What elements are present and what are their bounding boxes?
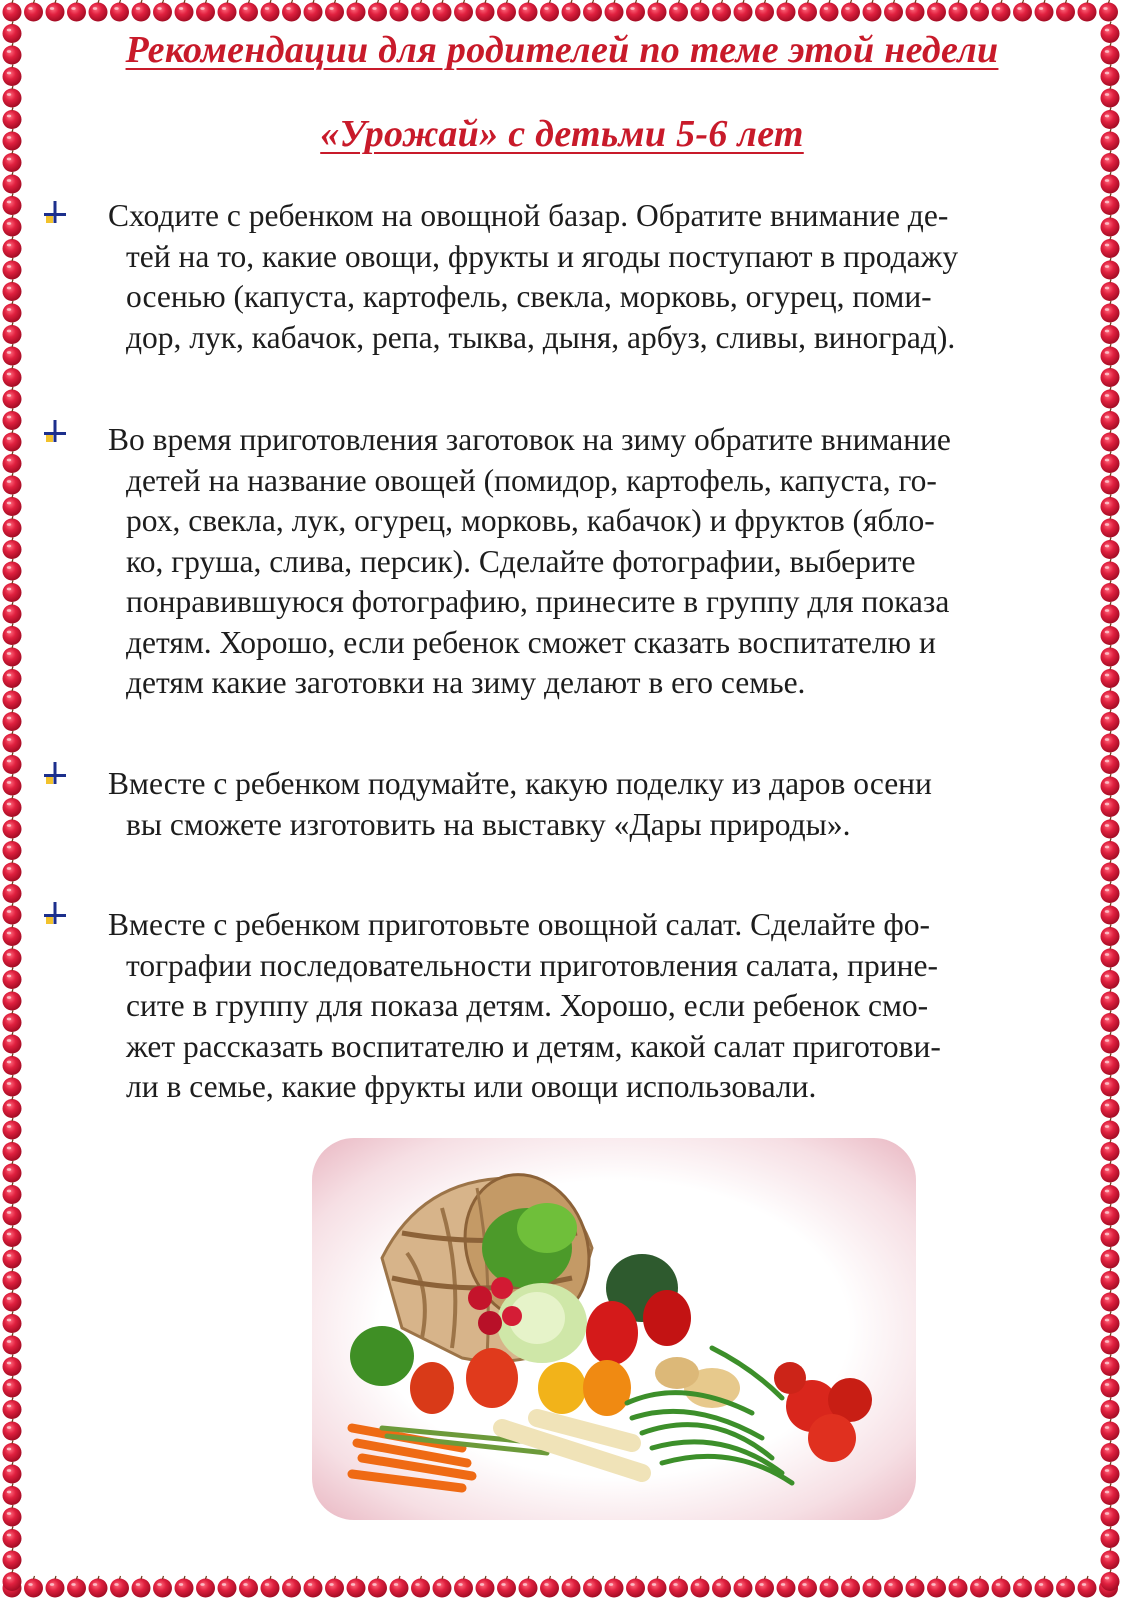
bullet-marker-icon [44, 762, 66, 788]
paragraph-2 [108, 420, 1068, 704]
vegetable-basket-photo [312, 1138, 916, 1520]
paragraph-4 [108, 905, 1068, 1108]
paragraph-line: осенью (капуста, картофель, свекла, морковь, огурец, поми- [126, 279, 932, 314]
paragraph-line: дор, лук, кабачок, репа, тыква, дыня, арбуз, сливы, виноград). [126, 319, 956, 355]
paragraph-line: понравившуюся фотографию, принесите в группу для показа [126, 584, 950, 619]
paragraph-line: сите в группу для показа детям. Хорошо, если ребенок смо- [126, 988, 929, 1023]
paragraph-line: тей на то, какие овощи, фрукты и ягоды поступают в продажу [126, 238, 959, 274]
paragraph-line: Вместе с ребенком подумайте, какую поделку из даров осени [108, 766, 932, 801]
paragraph-line: детей на название овощей (помидор, картофель, капуста, го- [126, 462, 937, 498]
paragraph-line: детям какие заготовки на зиму делают в его семье. [126, 665, 806, 700]
green-pepper-icon [350, 1326, 414, 1386]
paragraph-line: вы сможете изготовить на выставку «Дары природы». [126, 806, 851, 842]
paragraph-3 [108, 764, 1068, 845]
paragraph-line: детям. Хорошо, если ребенок сможет сказать воспитателю и [126, 624, 936, 660]
tomato-icon [774, 1362, 872, 1462]
paragraph-line: жет рассказать воспитателю и детям, какой салат приготови- [126, 1028, 941, 1064]
bullet-marker-icon [44, 420, 66, 446]
bullet-marker-icon [44, 902, 66, 928]
page-title: Рекомендации для родителей по теме этой недели [125, 29, 999, 71]
vegetable-basket-illustration [312, 1138, 916, 1520]
paragraph-line: Во время приготовления заготовок на зиму обратите внимание [108, 422, 951, 457]
bullet-marker-icon [44, 201, 66, 227]
page-subtitle: «Урожай» с детьми 5-6 лет [320, 113, 804, 155]
paragraph-line: ли в семье, какие фрукты или овощи использовали. [126, 1069, 817, 1104]
paragraph-line: рох, свекла, лук, огурец, морковь, кабачок) и фруктов (ябло- [126, 503, 935, 538]
paragraph-line: ко, груша, слива, персик). Сделайте фотографии, выберите [126, 543, 916, 579]
parsnip-icon [502, 1418, 642, 1473]
yellow-pepper-icon [538, 1360, 631, 1416]
paragraph-1 [108, 196, 1068, 358]
paragraph-line: Сходите с ребенком на овощной базар. Обратите внимание де- [108, 198, 949, 233]
paragraph-line: тографии последовательности приготовления салата, прине- [126, 947, 938, 983]
paragraph-line: Вместе с ребенком приготовьте овощной салат. Сделайте фо- [108, 907, 930, 942]
